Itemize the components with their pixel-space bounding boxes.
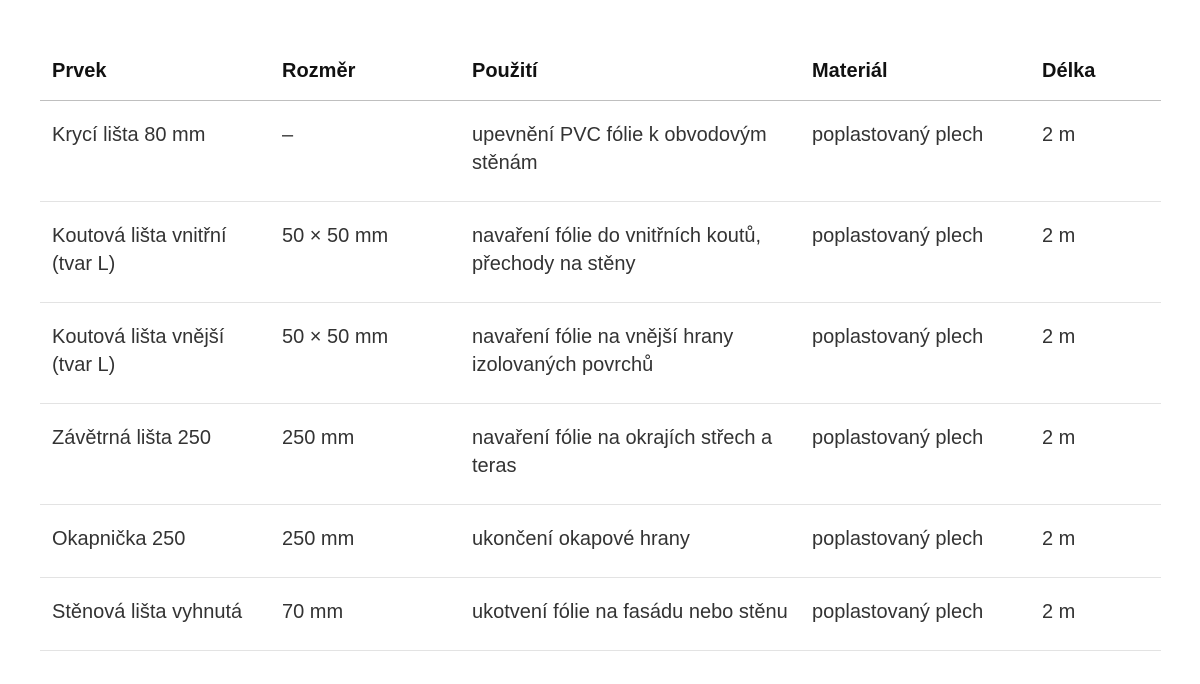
- cell-pouziti: upevnění PVC fólie k obvodovým stěnám: [460, 101, 800, 202]
- cell-material: poplastovaný plech: [800, 101, 1030, 202]
- cell-prvek: Krycí lišta 80 mm: [40, 101, 270, 202]
- cell-delka: 2 m: [1030, 303, 1161, 404]
- product-table-container: [40, 40, 1161, 651]
- cell-prvek: Závětrná lišta 250: [40, 404, 270, 505]
- cell-delka: 2 m: [1030, 202, 1161, 303]
- cell-delka: 2 m: [1030, 578, 1161, 651]
- cell-pouziti: navaření fólie na vnější hrany izolovaných povrchů: [460, 303, 800, 404]
- table-row: [40, 505, 1161, 578]
- column-header-pouziti: Použití: [460, 40, 800, 101]
- cell-pouziti: ukotvení fólie na fasádu nebo stěnu: [460, 578, 800, 651]
- cell-rozmer: 70 mm: [270, 578, 460, 651]
- cell-prvek: Okapnička 250: [40, 505, 270, 578]
- cell-delka: 2 m: [1030, 505, 1161, 578]
- cell-rozmer: 50 × 50 mm: [270, 303, 460, 404]
- cell-rozmer: 50 × 50 mm: [270, 202, 460, 303]
- cell-material: poplastovaný plech: [800, 505, 1030, 578]
- cell-material: poplastovaný plech: [800, 578, 1030, 651]
- cell-prvek: Stěnová lišta vyhnutá: [40, 578, 270, 651]
- cell-prvek: Koutová lišta vnější (tvar L): [40, 303, 270, 404]
- table-row: [40, 578, 1161, 651]
- column-header-prvek: Prvek: [40, 40, 270, 101]
- column-header-delka: Délka: [1030, 40, 1161, 101]
- column-header-rozmer: Rozměr: [270, 40, 460, 101]
- cell-pouziti: navaření fólie na okrajích střech a teras: [460, 404, 800, 505]
- cell-material: poplastovaný plech: [800, 202, 1030, 303]
- cell-delka: 2 m: [1030, 404, 1161, 505]
- table-header-row: [40, 40, 1161, 101]
- table-row: [40, 303, 1161, 404]
- cell-prvek: Koutová lišta vnitřní (tvar L): [40, 202, 270, 303]
- table-row: [40, 202, 1161, 303]
- column-header-material: Materiál: [800, 40, 1030, 101]
- cell-rozmer: 250 mm: [270, 404, 460, 505]
- cell-rozmer: 250 mm: [270, 505, 460, 578]
- table-row: [40, 404, 1161, 505]
- cell-delka: 2 m: [1030, 101, 1161, 202]
- table-row: [40, 101, 1161, 202]
- product-table: [40, 40, 1161, 651]
- cell-material: poplastovaný plech: [800, 404, 1030, 505]
- cell-material: poplastovaný plech: [800, 303, 1030, 404]
- cell-pouziti: navaření fólie do vnitřních koutů, přechody na stěny: [460, 202, 800, 303]
- cell-pouziti: ukončení okapové hrany: [460, 505, 800, 578]
- cell-rozmer: –: [270, 101, 460, 202]
